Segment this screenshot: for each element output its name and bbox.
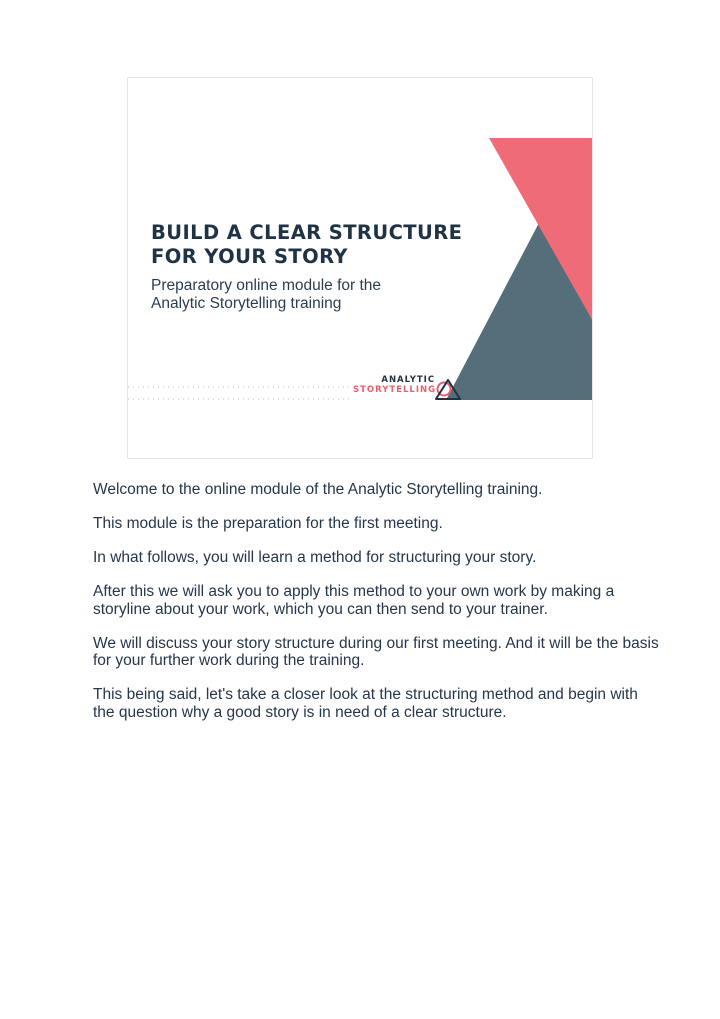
paragraph-storyline: After this we will ask you to apply this method to your own work by making a storyline about your work, which you can then send to your trainer.	[93, 583, 615, 618]
paragraph-discussion: We will discuss your story structure during our first meeting. And it will be the basis for your further work during the training.	[93, 634, 659, 669]
slide-title-line2: FOR YOUR STORY	[151, 245, 348, 268]
paragraph-welcome: Welcome to the online module of the Analytic Storytelling training.	[93, 481, 543, 498]
slide-title	[151, 221, 462, 269]
slide-subtitle-line2: Analytic Storytelling training	[151, 295, 342, 312]
logo-text-storytelling: STORYTELLING	[353, 384, 437, 395]
intro-text	[93, 481, 663, 738]
paragraph-method: In what follows, you will learn a method for structuring your story.	[93, 549, 537, 566]
slide-subtitle	[151, 277, 381, 313]
analytic-storytelling-logo	[353, 376, 436, 395]
slide-subtitle-line1: Preparatory online module for the	[151, 277, 382, 294]
slide-title-line1: BUILD A CLEAR STRUCTURE	[151, 221, 463, 244]
logo-text-analytic: ANALYTIC	[381, 375, 436, 385]
paragraph-closing: This being said, let's take a closer look at the structuring method and begin with the question why a good story is in need of a clear structure.	[93, 686, 638, 721]
paragraph-preparation: This module is the preparation for the first meeting.	[93, 515, 443, 532]
slide-thumbnail	[127, 77, 593, 459]
